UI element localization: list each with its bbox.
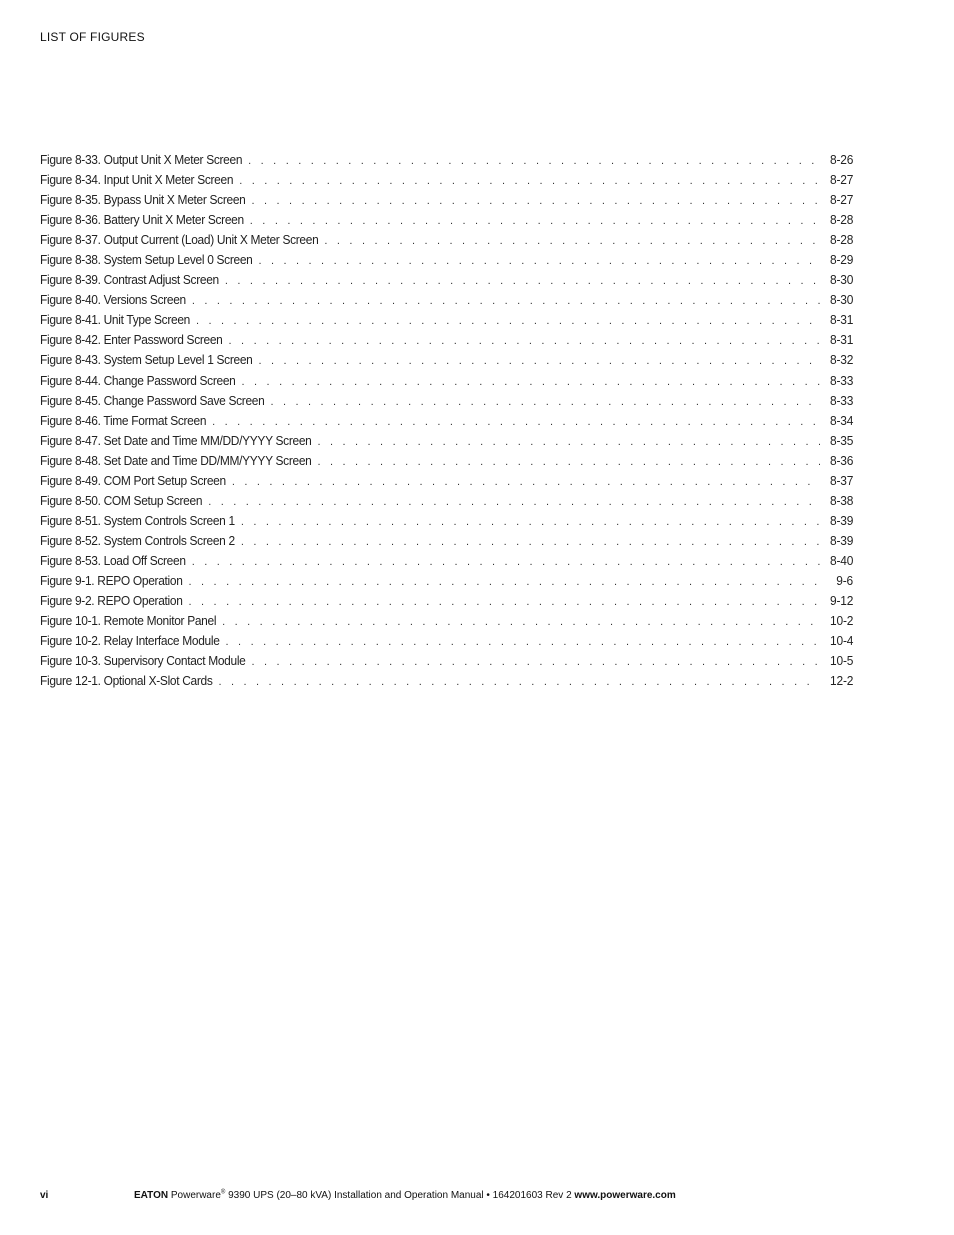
toc-entry-label: Figure 8-51. System Controls Screen 1 — [40, 512, 235, 528]
toc-entry-page: 8-33 — [829, 372, 853, 388]
dot-leader — [252, 191, 820, 211]
dot-leader — [192, 552, 820, 572]
toc-entry[interactable] — [40, 631, 853, 651]
footer-text — [134, 1190, 676, 1201]
toc-entry-page: 10-5 — [829, 653, 853, 669]
toc-entry-label: Figure 8-38. System Setup Level 0 Screen — [40, 252, 253, 268]
dot-leader — [226, 632, 820, 652]
toc-entry-label: Figure 8-40. Versions Screen — [40, 292, 186, 308]
toc-entry[interactable] — [40, 190, 853, 210]
list-of-figures — [40, 150, 853, 691]
toc-entry[interactable] — [40, 451, 853, 471]
dot-leader — [189, 592, 820, 612]
toc-entry[interactable] — [40, 591, 853, 611]
dot-leader — [189, 572, 823, 592]
toc-entry-page: 8-40 — [829, 552, 853, 568]
toc-entry-page: 8-27 — [829, 172, 853, 188]
footer-url: www.powerware.com — [574, 1190, 676, 1201]
toc-entry-label: Figure 8-39. Contrast Adjust Screen — [40, 272, 219, 288]
dot-leader — [242, 372, 820, 392]
toc-entry-page: 8-35 — [829, 432, 853, 448]
toc-entry[interactable] — [40, 150, 853, 170]
toc-entry[interactable] — [40, 310, 853, 330]
dot-leader — [222, 612, 820, 632]
toc-entry-label: Figure 8-43. System Setup Level 1 Screen — [40, 352, 253, 368]
toc-entry-page: 8-39 — [829, 532, 853, 548]
toc-entry[interactable] — [40, 230, 853, 250]
toc-entry-page: 8-26 — [829, 152, 853, 167]
toc-entry-page: 9-6 — [836, 572, 853, 588]
dot-leader — [208, 492, 820, 512]
dot-leader — [212, 412, 820, 432]
toc-entry-label: Figure 8-44. Change Password Screen — [40, 372, 236, 388]
dot-leader — [229, 331, 820, 351]
toc-entry-label: Figure 8-41. Unit Type Screen — [40, 312, 191, 328]
toc-entry-page: 8-27 — [829, 192, 853, 208]
toc-entry-page: 8-28 — [829, 232, 853, 248]
toc-entry-label: Figure 8-36. Battery Unit X Meter Screen — [40, 212, 244, 228]
dot-leader — [239, 171, 820, 191]
dot-leader — [259, 351, 820, 371]
toc-entry[interactable] — [40, 531, 853, 551]
toc-entry-label: Figure 9-1. REPO Operation — [40, 572, 183, 588]
toc-entry-label: Figure 8-47. Set Date and Time MM/DD/YYYY Screen — [40, 432, 312, 448]
toc-entry-label: Figure 8-42. Enter Password Screen — [40, 332, 223, 348]
toc-entry-label: Figure 9-2. REPO Operation — [40, 593, 183, 609]
dot-leader — [318, 452, 820, 472]
dot-leader — [192, 291, 820, 311]
dot-leader — [219, 672, 820, 692]
toc-entry-page: 10-4 — [829, 633, 853, 649]
toc-entry-page: 8-28 — [829, 212, 853, 228]
dot-leader — [259, 251, 820, 271]
toc-entry[interactable] — [40, 411, 853, 431]
dot-leader — [241, 532, 820, 552]
toc-entry[interactable] — [40, 511, 853, 531]
toc-entry-label: Figure 12-1. Optional X-Slot Cards — [40, 673, 213, 689]
toc-entry-label: Figure 8-46. Time Format Screen — [40, 412, 207, 428]
toc-entry-label: Figure 8-37. Output Current (Load) Unit X Meter Screen — [40, 232, 319, 248]
toc-entry-page: 9-12 — [829, 593, 853, 609]
toc-entry-label: Figure 10-3. Supervisory Contact Module — [40, 653, 246, 669]
toc-entry[interactable] — [40, 391, 853, 411]
dot-leader — [232, 472, 820, 492]
toc-entry-label: Figure 8-49. COM Port Setup Screen — [40, 472, 226, 488]
toc-entry-page: 8-30 — [829, 272, 853, 288]
dot-leader — [252, 652, 820, 672]
toc-entry-label: Figure 8-34. Input Unit X Meter Screen — [40, 172, 234, 188]
toc-entry[interactable] — [40, 371, 853, 391]
toc-entry[interactable] — [40, 611, 853, 631]
toc-entry-page: 8-32 — [829, 352, 853, 368]
toc-entry[interactable] — [40, 571, 853, 591]
dot-leader — [318, 432, 820, 452]
dot-leader — [248, 151, 820, 171]
toc-entry[interactable] — [40, 551, 853, 571]
dot-leader — [270, 392, 819, 412]
toc-entry[interactable] — [40, 330, 853, 350]
toc-entry-page: 8-39 — [829, 512, 853, 528]
toc-entry-page: 8-29 — [829, 252, 853, 268]
toc-entry-page: 8-30 — [829, 292, 853, 308]
toc-entry[interactable] — [40, 250, 853, 270]
toc-entry-label: Figure 8-35. Bypass Unit X Meter Screen — [40, 192, 246, 208]
toc-entry-label: Figure 8-53. Load Off Screen — [40, 552, 186, 568]
toc-entry-page: 8-34 — [829, 412, 853, 428]
toc-entry-page: 8-37 — [829, 472, 853, 488]
footer-description: 9390 UPS (20–80 kVA) Installation and Operation Manual • 164201603 Rev 2 — [228, 1190, 572, 1201]
running-header: LIST OF FIGURES — [40, 30, 145, 44]
toc-entry[interactable] — [40, 651, 853, 671]
toc-entry-label: Figure 8-33. Output Unit X Meter Screen — [40, 152, 243, 167]
toc-entry-label: Figure 10-1. Remote Monitor Panel — [40, 613, 217, 629]
toc-entry-label: Figure 8-52. System Controls Screen 2 — [40, 532, 235, 548]
toc-entry-page: 8-31 — [829, 332, 853, 348]
toc-entry-page: 8-33 — [829, 392, 853, 408]
dot-leader — [250, 211, 820, 231]
toc-entry-page: 12-2 — [829, 673, 853, 689]
toc-entry-page: 8-36 — [829, 452, 853, 468]
toc-entry-label: Figure 8-50. COM Setup Screen — [40, 492, 203, 508]
toc-entry[interactable] — [40, 431, 853, 451]
toc-entry[interactable] — [40, 290, 853, 310]
footer-brand: EATON — [134, 1190, 169, 1201]
toc-entry[interactable] — [40, 471, 853, 491]
toc-entry[interactable] — [40, 210, 853, 230]
toc-entry[interactable] — [40, 671, 853, 691]
toc-entry-label: Figure 8-48. Set Date and Time DD/MM/YYYY Screen — [40, 452, 312, 468]
toc-entry[interactable] — [40, 270, 853, 290]
dot-leader — [324, 231, 819, 251]
footer-product: Powerware — [170, 1190, 221, 1201]
toc-entry-label: Figure 10-2. Relay Interface Module — [40, 633, 220, 649]
dot-leader — [241, 512, 820, 532]
toc-entry-page: 10-2 — [829, 613, 853, 629]
toc-entry[interactable] — [40, 350, 853, 370]
dot-leader — [196, 311, 820, 331]
dot-leader — [225, 271, 820, 291]
toc-entry-label: Figure 8-45. Change Password Save Screen — [40, 392, 265, 408]
registered-mark: ® — [220, 1189, 226, 1196]
toc-entry[interactable] — [40, 491, 853, 511]
page-number: vi — [40, 1190, 49, 1201]
toc-entry[interactable] — [40, 170, 853, 190]
toc-entry-page: 8-31 — [829, 312, 853, 328]
toc-entry-page: 8-38 — [829, 492, 853, 508]
